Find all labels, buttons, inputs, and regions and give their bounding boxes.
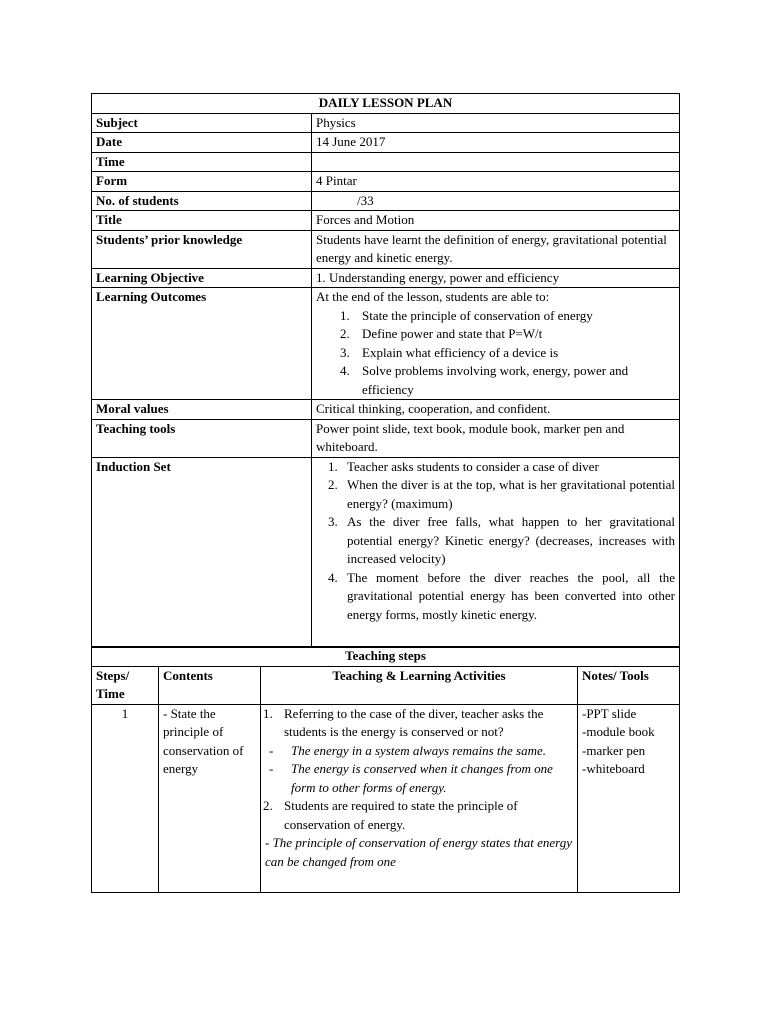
activity-item — [265, 797, 573, 834]
subject-value: Physics — [312, 113, 680, 133]
item-number: 4. — [340, 363, 350, 378]
tools-value: Power point slide, text book, module book, marker pen and whiteboard. — [312, 419, 680, 457]
item-number: 2. — [340, 326, 350, 341]
item-text: State the principle of conservation of energy — [362, 307, 593, 323]
tool-item: -module book — [582, 724, 655, 739]
item-text: When the diver is at the top, what is her gravitational potential energy? (maximum) — [347, 477, 676, 511]
tool-item: -marker pen — [582, 742, 646, 758]
outcomes-list — [316, 307, 675, 400]
col-contents-header: Contents — [159, 666, 261, 704]
topic-label: Title — [92, 211, 312, 231]
activity-subitem: - The energy in a system always remains the same. — [269, 742, 547, 758]
moral-label: Moral values — [92, 400, 312, 420]
moral-value: Critical thinking, cooperation, and confident. — [312, 400, 680, 420]
topic-row — [92, 211, 680, 231]
subject-row — [92, 113, 680, 133]
teaching-steps-table — [91, 646, 680, 893]
subitem-text: The energy is conserved when it changes from one form to other forms of energy. — [291, 761, 553, 795]
steps-heading-row — [92, 647, 680, 667]
table-row — [92, 704, 680, 892]
col-notes-header: Notes/ Tools — [578, 666, 680, 704]
objective-value: 1. Understanding energy, power and efficiency — [312, 268, 680, 288]
col-activities-header: Teaching & Learning Activities — [261, 666, 578, 704]
item-number: 2. — [328, 477, 338, 492]
tool-item: -whiteboard — [582, 761, 645, 776]
tool-item: -PPT slide — [582, 705, 637, 721]
outcomes-label: Learning Outcomes — [92, 288, 312, 400]
students-value: /33 — [312, 191, 680, 211]
objective-row — [92, 268, 680, 288]
item-text: The moment before the diver reaches the pool, all the gravitational potential energy has been converted into other energy forms, mostly kinetic energy. — [347, 569, 676, 622]
subject-label: Subject — [92, 113, 312, 133]
list-item — [316, 569, 675, 625]
form-value: 4 Pintar — [312, 172, 680, 192]
students-label: No. of students — [92, 191, 312, 211]
students-row — [92, 191, 680, 211]
item-number: 3. — [328, 514, 338, 529]
outcomes-cell — [312, 288, 680, 400]
induction-row — [92, 457, 680, 647]
induction-cell — [312, 457, 680, 647]
list-item — [316, 344, 675, 363]
list-item — [316, 458, 675, 477]
item-number: 1. — [340, 307, 350, 323]
prior-knowledge-label: Students’ prior knowledge — [92, 230, 312, 268]
list-item — [316, 513, 675, 569]
item-text: Explain what efficiency of a device is — [362, 344, 559, 360]
step-number: 1 — [92, 704, 159, 892]
item-text: Define power and state that P=W/t — [362, 326, 543, 341]
plan-title: DAILY LESSON PLAN — [92, 94, 680, 114]
activity-text: Students are required to state the principle of conservation of energy. — [284, 798, 518, 832]
date-value: 14 June 2017 — [312, 133, 680, 153]
item-number: 1. — [328, 458, 338, 474]
lesson-plan-table — [91, 93, 680, 648]
steps-heading: Teaching steps — [92, 647, 680, 667]
topic-value: Forces and Motion — [312, 211, 680, 231]
step-tools — [578, 704, 680, 892]
time-row — [92, 152, 680, 172]
form-label: Form — [92, 172, 312, 192]
form-row — [92, 172, 680, 192]
col-steps-header: Steps/ Time — [92, 666, 159, 704]
outcomes-intro: At the end of the lesson, students are able to: — [316, 289, 550, 304]
outcomes-row — [92, 288, 680, 400]
activity-subitem: - The energy is conserved when it changes from one form to other forms of energy. — [269, 761, 553, 795]
list-item — [316, 325, 675, 344]
step-contents: - State the principle of conservation of energy — [159, 704, 261, 892]
moral-row — [92, 400, 680, 420]
activity-note: - The principle of conservation of energy states that energy can be changed from one — [265, 835, 572, 869]
activity-text: Referring to the case of the diver, teacher asks the students is the energy is conserved or not? — [284, 705, 544, 739]
induction-label: Induction Set — [92, 457, 312, 647]
item-number: 1. — [263, 705, 273, 721]
prior-knowledge-row — [92, 230, 680, 268]
item-number: 2. — [263, 798, 273, 813]
activity-item — [265, 705, 573, 742]
item-number: 3. — [340, 344, 350, 360]
item-text: Teacher asks students to consider a case of diver — [347, 458, 599, 474]
step-activities — [261, 704, 578, 892]
title-row — [92, 94, 680, 114]
objective-label: Learning Objective — [92, 268, 312, 288]
item-text: As the diver free falls, what happen to her gravitational potential energy? Kinetic energy? (decreases, increases with increased velocity) — [347, 514, 676, 566]
time-label: Time — [92, 152, 312, 172]
list-item — [316, 362, 675, 399]
time-value — [312, 152, 680, 172]
list-item — [316, 307, 675, 326]
date-row — [92, 133, 680, 153]
item-text: Solve problems involving work, energy, power and efficiency — [362, 363, 629, 397]
induction-list — [316, 458, 675, 625]
tools-row — [92, 419, 680, 457]
tools-label: Teaching tools — [92, 419, 312, 457]
subitem-text: The energy in a system always remains the same. — [291, 742, 547, 758]
item-number: 4. — [328, 569, 338, 585]
list-item — [316, 476, 675, 513]
steps-header-row — [92, 666, 680, 704]
prior-knowledge-value: Students have learnt the definition of energy, gravitational potential energy and kinetic energy. — [312, 230, 680, 268]
date-label: Date — [92, 133, 312, 153]
